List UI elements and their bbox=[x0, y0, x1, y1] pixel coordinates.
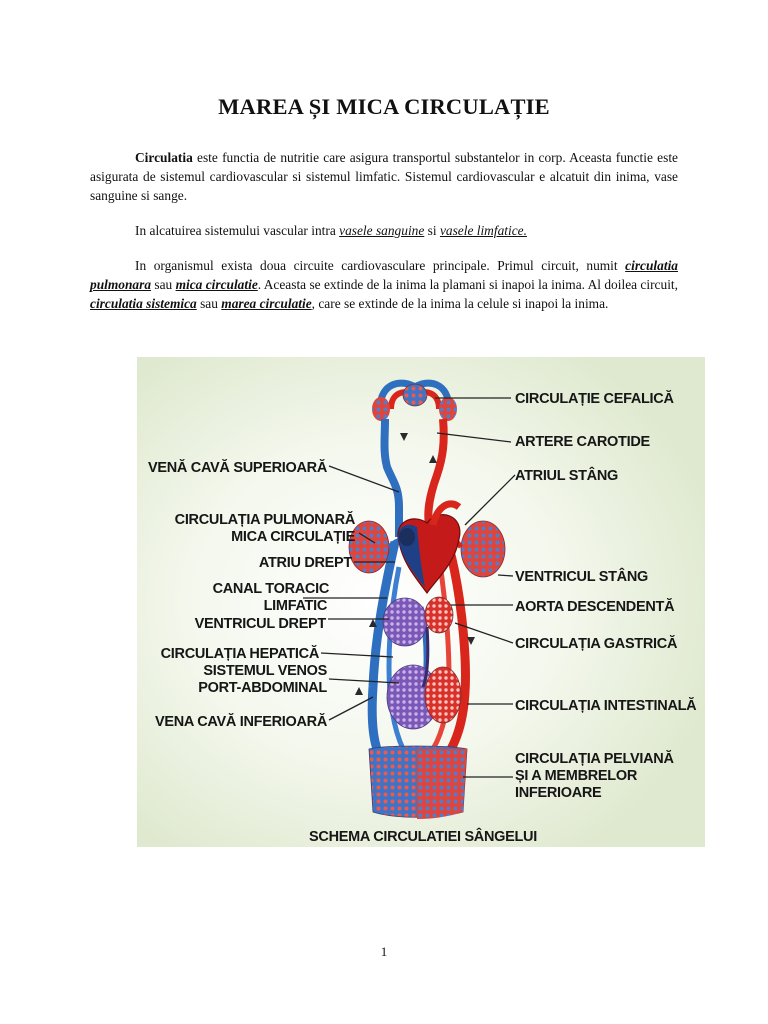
paragraph-3-text-4: sau bbox=[196, 296, 222, 311]
paragraph-circuits bbox=[90, 256, 678, 313]
term-circulatia-pulmonara[interactable]: circulatia pulmonara bbox=[90, 258, 678, 292]
paragraph-3-text-5: , care se extinde de la inima la celule si inapoi la inima. bbox=[311, 296, 609, 311]
paragraph-circulatia bbox=[90, 148, 678, 205]
label-circulatia-intestinala: CIRCULAȚIA INTESTINALĂ bbox=[515, 698, 697, 714]
term-circulatia: Circulatia bbox=[135, 150, 193, 165]
label-artere-carotide: ARTERE CAROTIDE bbox=[515, 434, 650, 450]
figure-caption: SCHEMA CIRCULATIEI SÂNGELUI bbox=[309, 829, 537, 845]
term-mica-circulatie[interactable]: mica circulatie bbox=[175, 277, 258, 292]
label-mica-circulatie: MICA CIRCULAȚIE bbox=[231, 529, 355, 545]
page-title: MAREA ȘI MICA CIRCULAȚIE bbox=[218, 94, 550, 119]
paragraph-1-text: este functia de nutritie care asigura transportul substantelor in corp. Aceasta functie este asigurata de sistemul cardiovascular si sistemul limfatic. Sistemul cardiovascular e alcatuit din inima, vase sanguine si sange. bbox=[90, 150, 678, 203]
circulation-diagram bbox=[137, 357, 705, 847]
label-inferioare: INFERIOARE bbox=[515, 785, 602, 801]
label-sistemul-venos: SISTEMUL VENOS bbox=[203, 663, 327, 679]
label-circulatie-cefalica: CIRCULAȚIE CEFALICĂ bbox=[515, 391, 674, 407]
link-vasele-limfatice[interactable]: vasele limfatice. bbox=[439, 223, 527, 238]
label-limfatic: LIMFATIC bbox=[263, 598, 327, 614]
label-vena-cava-superioara: VENĂ CAVĂ SUPERIOARĂ bbox=[147, 460, 327, 476]
label-circulatia-hepatica: CIRCULAȚIA HEPATICĂ bbox=[160, 646, 319, 662]
label-circulatia-pulmonara: CIRCULAȚIA PULMONARĂ bbox=[174, 512, 355, 528]
label-atriu-drept: ATRIU DREPT bbox=[258, 555, 352, 571]
label-si-a-membrelor: ȘI A MEMBRELOR bbox=[515, 768, 638, 784]
label-canal-toracic: CANAL TORACIC bbox=[212, 581, 329, 597]
label-port-abdominal: PORT-ABDOMINAL bbox=[198, 680, 327, 696]
term-marea-circulatie[interactable]: marea circulatie bbox=[221, 296, 312, 311]
paragraph-2-text-a: In alcatuirea sistemului vascular intra bbox=[135, 223, 340, 238]
label-aorta-descendenta: AORTA DESCENDENTĂ bbox=[515, 599, 675, 615]
term-circulatia-sistemica[interactable]: circulatia sistemica bbox=[90, 296, 197, 311]
pelvic-circulation bbox=[369, 746, 467, 819]
paragraph-2-text-b: si bbox=[424, 223, 440, 238]
label-ventricul-drept: VENTRICUL DREPT bbox=[194, 616, 326, 632]
label-ventricul-stang: VENTRICUL STÂNG bbox=[515, 569, 648, 585]
label-atriul-stang: ATRIUL STÂNG bbox=[515, 468, 618, 484]
page-number: 1 bbox=[380, 944, 388, 959]
paragraph-3-text-1: In organismul exista doua circuite cardiovasculare principale. Primul circuit, numit bbox=[135, 258, 626, 273]
label-vena-cava-inferioara: VENA CAVĂ INFERIOARĂ bbox=[154, 714, 327, 730]
paragraph-3-text-3: . Aceasta se extinde de la inima la plamani si inapoi la inima. Al doilea circuit, bbox=[257, 277, 678, 292]
circulation-diagram-svg bbox=[137, 357, 705, 847]
paragraph-vascular-system bbox=[90, 221, 678, 240]
link-vasele-sanguine[interactable]: vasele sanguine bbox=[339, 223, 425, 238]
label-circulatia-gastrica: CIRCULAȚIA GASTRICĂ bbox=[515, 636, 678, 652]
paragraph-3-text-2: sau bbox=[151, 277, 176, 292]
label-circulatia-pelviana: CIRCULAȚIA PELVIANĂ bbox=[515, 751, 674, 767]
